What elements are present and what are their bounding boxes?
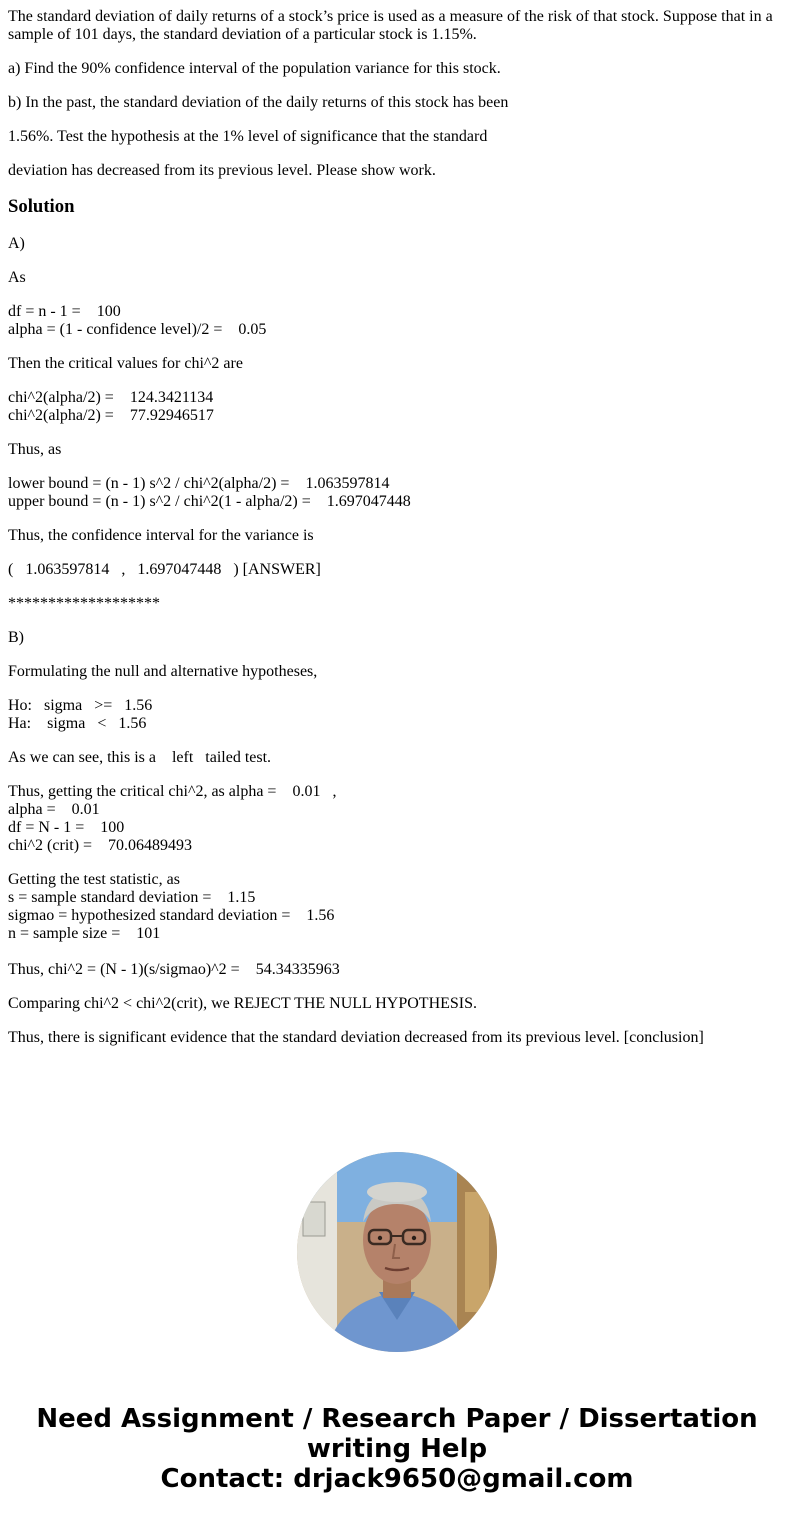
sigmao-line: sigmao = hypothesized standard deviation = 1.56 bbox=[8, 907, 335, 924]
alpha-line: alpha = (1 - confidence level)/2 = 0.05 bbox=[8, 321, 267, 338]
part-b-label: B) bbox=[8, 629, 24, 646]
solution-heading: Solution bbox=[8, 196, 75, 217]
promo-banner bbox=[0, 1404, 794, 1494]
avatar-portrait-icon bbox=[297, 1152, 497, 1352]
chi-crit-line: chi^2 (crit) = 70.06489493 bbox=[8, 837, 193, 854]
question-intro: The standard deviation of daily returns of a stock’s price is used as a measure of the risk of that stock. Suppose that in a sample of 101 days, the standard deviation of a particular stock is 1.15%. bbox=[8, 8, 777, 43]
question-part-b-line2: 1.56%. Test the hypothesis at the 1% level of significance that the standard bbox=[8, 128, 488, 145]
part-a-df-alpha bbox=[8, 303, 786, 339]
crit-intro-line: Thus, getting the critical chi^2, as alpha = 0.01 , bbox=[8, 783, 337, 800]
b-df-line: df = N - 1 = 100 bbox=[8, 819, 125, 836]
b-alpha-line: alpha = 0.01 bbox=[8, 801, 100, 818]
question-part-b-line3: deviation has decreased from its previous level. Please show work. bbox=[8, 162, 436, 179]
formulating: Formulating the null and alternative hypotheses, bbox=[8, 663, 318, 680]
hypotheses bbox=[8, 697, 786, 733]
thus-as: Thus, as bbox=[8, 441, 62, 458]
question-part-a: a) Find the 90% confidence interval of the population variance for this stock. bbox=[8, 60, 501, 77]
bounds bbox=[8, 475, 786, 511]
critical-values-intro: Then the critical values for chi^2 are bbox=[8, 355, 243, 372]
lower-bound-line: lower bound = (n - 1) s^2 / chi^2(alpha/2) = 1.063597814 bbox=[8, 475, 390, 492]
part-a-as: As bbox=[8, 269, 26, 286]
tail-type: As we can see, this is a left tailed test. bbox=[8, 749, 272, 766]
s-line: s = sample standard deviation = 1.15 bbox=[8, 889, 256, 906]
promo-line2: writing Help bbox=[306, 1434, 488, 1464]
avatar bbox=[297, 1152, 497, 1352]
ci-answer: ( 1.063597814 , 1.697047448 ) [ANSWER] bbox=[8, 561, 321, 578]
alt-hypothesis: Ha: sigma < 1.56 bbox=[8, 715, 147, 732]
chi-lower-line: chi^2(alpha/2) = 77.92946517 bbox=[8, 407, 214, 424]
df-line: df = n - 1 = 100 bbox=[8, 303, 121, 320]
promo-contact[interactable]: Contact: drjack9650@gmail.com bbox=[160, 1464, 634, 1494]
promo-line1: Need Assignment / Research Paper / Dissertation bbox=[36, 1404, 758, 1434]
chi-stat: Thus, chi^2 = (N - 1)(s/sigmao)^2 = 54.34335963 bbox=[8, 961, 340, 978]
document-body bbox=[8, 8, 786, 1063]
test-stat-block bbox=[8, 871, 786, 943]
upper-bound-line: upper bound = (n - 1) s^2 / chi^2(1 - alpha/2) = 1.697047448 bbox=[8, 493, 411, 510]
chi-upper-line: chi^2(alpha/2) = 124.3421134 bbox=[8, 389, 214, 406]
critical-values bbox=[8, 389, 786, 425]
critical-chi-block bbox=[8, 783, 786, 855]
question-part-b-line1: b) In the past, the standard deviation of the daily returns of this stock has been bbox=[8, 94, 509, 111]
comparing: Comparing chi^2 < chi^2(crit), we REJECT THE NULL HYPOTHESIS. bbox=[8, 995, 478, 1012]
separator: ******************* bbox=[8, 595, 160, 612]
null-hypothesis: Ho: sigma >= 1.56 bbox=[8, 697, 153, 714]
n-line: n = sample size = 101 bbox=[8, 925, 161, 942]
ci-intro: Thus, the confidence interval for the variance is bbox=[8, 527, 314, 544]
part-a-label: A) bbox=[8, 235, 25, 252]
stat-intro-line: Getting the test statistic, as bbox=[8, 871, 180, 888]
conclusion: Thus, there is significant evidence that the standard deviation decreased from its previous level. [conclusion] bbox=[8, 1029, 704, 1046]
